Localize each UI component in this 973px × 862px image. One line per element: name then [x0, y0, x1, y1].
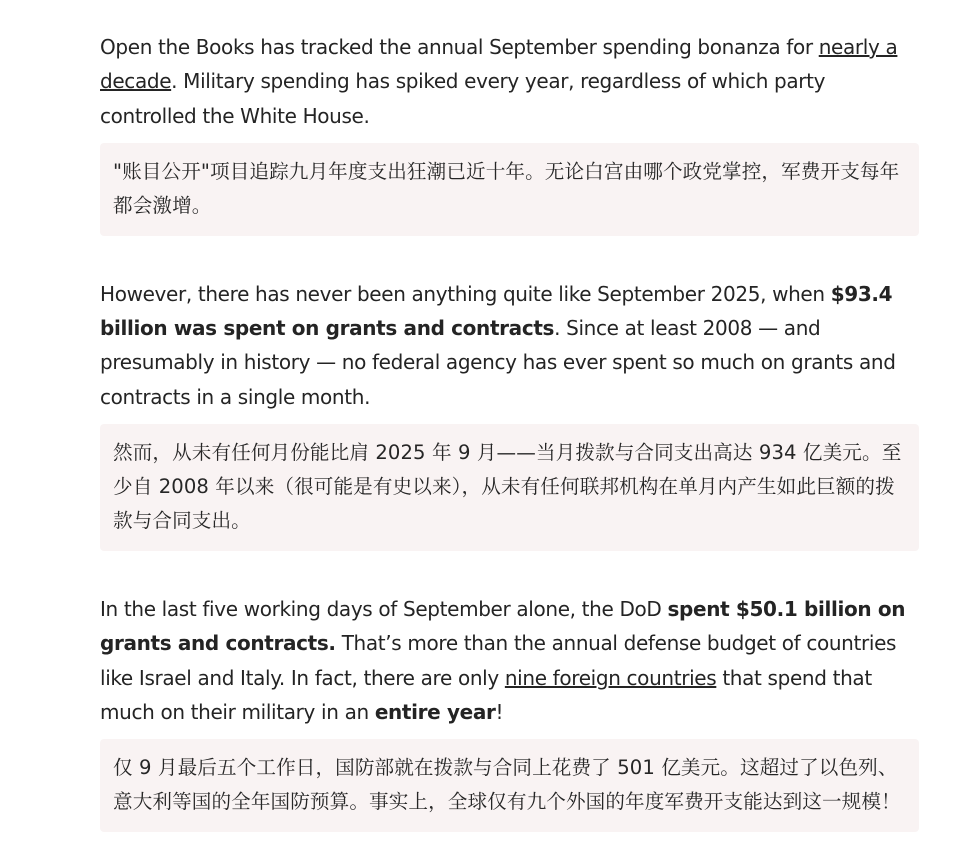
- chinese-translation-2: 然而，从未有任何月份能比肩 2025 年 9 月——当月拨款与合同支出高达 934 亿美元。至少自 2008 年以来（很可能是有史以来），从未有任何联邦机构在单月内产生如此巨额的拨款与合同支出。: [100, 424, 919, 551]
- paragraph-text: that spend that much on their military in an: [100, 665, 872, 724]
- bold-text: spent $50.1 billion on grants and contracts.: [100, 597, 906, 656]
- bold-text: entire year: [374, 699, 496, 724]
- nearly-a-decade-link[interactable]: nearly a decade: [100, 35, 898, 94]
- english-paragraph-2: [100, 277, 919, 414]
- paragraph-block-3: [100, 592, 919, 832]
- paragraph-text: In the last five working days of September alone, the DoD: [100, 597, 668, 622]
- paragraph-block-2: [100, 277, 919, 551]
- paragraph-text: However, there has never been anything quite like September 2025, when: [100, 281, 831, 306]
- english-paragraph-1: [100, 30, 919, 133]
- paragraph-text: . Military spending has spiked every year, regardless of which party controlled the White House.: [100, 69, 826, 128]
- paragraph-text: Open the Books has tracked the annual September spending bonanza for: [100, 35, 819, 59]
- bold-text: $93.4 billion was spent on grants and contracts: [100, 281, 893, 341]
- chinese-translation-1: "账目公开"项目追踪九月年度支出狂潮已近十年。无论白宫由哪个政党掌控，军费开支每年都会激增。: [100, 143, 919, 236]
- paragraph-block-1: [100, 30, 919, 236]
- nine-foreign-countries-link[interactable]: nine foreign countries: [504, 665, 717, 690]
- paragraph-text: !: [495, 699, 504, 724]
- paragraph-text: . Since at least 2008 — and presumably in history — no federal agency has ever spent so much on grants and contracts in a single month.: [100, 316, 896, 409]
- english-paragraph-3: [100, 592, 919, 729]
- chinese-translation-3: 仅 9 月最后五个工作日，国防部就在拨款与合同上花费了 501 亿美元。这超过了以色列、意大利等国的全年国防预算。事实上，全球仅有九个外国的年度军费开支能达到这一规模！: [100, 739, 919, 832]
- article-body: [100, 30, 919, 832]
- paragraph-text: That’s more than the annual defense budget of countries like Israel and Italy. In fact, there are only: [100, 631, 897, 690]
